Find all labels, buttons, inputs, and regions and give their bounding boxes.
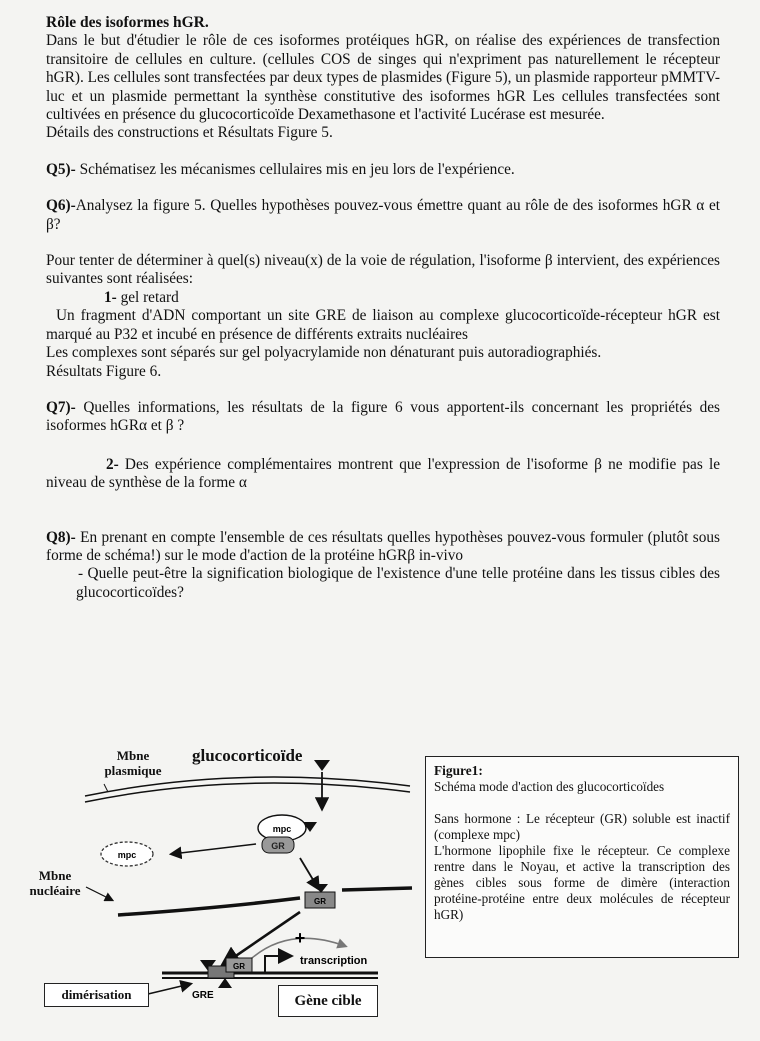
gr-dimer-label: GR [233, 962, 245, 971]
q6-label: Q6)- [46, 197, 76, 215]
gre-label: GRE [192, 990, 214, 1001]
figure-legend [425, 756, 739, 958]
question-6 [46, 197, 720, 234]
question-8-sub: - Quelle peut-être la signification biologique de l'existence d'une telle protéine dans les tissus cibles des glucocorticoïdes? [76, 565, 720, 601]
figure-1 [0, 740, 760, 1040]
q6-text: Analysez la figure 5. Quelles hypothèses pouvez-vous émettre quant au rôle de des isoformes hGR α et β? [46, 197, 720, 233]
legend-subtitle: Schéma mode d'action des glucocorticoïdes [434, 779, 665, 794]
document-body [46, 14, 720, 602]
q8-text: En prenant en compte l'ensemble de ces résultats quelles hypothèses pouvez-vous formuler (plutôt sous forme de schéma!) sur le mode d'action de la protéine hGRβ in-vivo [46, 528, 720, 564]
legend-title: Figure1: [434, 763, 483, 778]
question-7 [46, 399, 720, 436]
legend-paragraph-1: Sans hormone : Le récepteur (GR) soluble est inactif (complexe mpc) [434, 811, 730, 842]
transcription-label: transcription [300, 955, 368, 967]
gene-cible-box: Gène cible [278, 985, 378, 1017]
item-2 [46, 456, 720, 493]
plus-sign: + [294, 928, 306, 948]
free-mpc-label: mpc [117, 850, 137, 860]
item-1-heading [46, 289, 720, 307]
q7-label: Q7)- [46, 398, 76, 416]
intro-line2: Détails des constructions et Résultats Figure 5. [46, 124, 333, 142]
gr-label: GR [271, 841, 285, 851]
q8-label: Q8)- [46, 528, 76, 546]
section-title: Rôle des isoformes hGR. [46, 14, 209, 31]
q7-text: Quelles informations, les résultats de la figure 6 vous apportent-ils concernant les propriétés des isoformes hGRα et β ? [46, 398, 720, 435]
gr-nuclear-label: GR [314, 897, 326, 906]
q5-text: Schématisez les mécanismes cellulaires mis en jeu lors de l'expérience. [75, 160, 515, 178]
item-1-text2: Les complexes sont séparés sur gel polyacrylamide non dénaturant puis autoradiographiés. [46, 344, 602, 362]
regulation-paragraph: Pour tenter de déterminer à quel(s) niveau(x) de la voie de régulation, l'isoforme β intervient, des expériences suivantes sont réalisées: [46, 252, 720, 288]
mpc-label: mpc [272, 824, 292, 834]
hormone-triangle [314, 760, 330, 771]
item1-num: 1- [104, 288, 117, 306]
nuclear-membrane [118, 898, 300, 915]
item2-text: Des expérience complémentaires montrent que l'expression de l'isoforme β ne modifie pas le niveau de synthèse de la forme α [46, 455, 720, 492]
mbne-plasmique-label: Mbne plasmique [104, 748, 162, 778]
item-1-text3: Résultats Figure 6. [46, 362, 162, 380]
question-8 [46, 529, 720, 566]
intro-paragraph: Dans le but d'étudier le rôle de ces isoformes protéiques hGR, on réalise des expériences de transfection transitoire de cellules en culture. (cellules COS de singes qui n'expriment pas naturellement le récepteur hGR). Les cellules sont transfectées par deux types de plasmides (Figure 5), un plasmide rapporteur pMMTV-luc et un plasmide permettant la synthèse constitutive des isoformes hGR Les cellules transfectées sont cultivées en présence du glucocorticoïde Dexamethasone et l'activité Lucérase est mesurée. [46, 32, 720, 124]
item1-label: gel retard [116, 288, 179, 306]
q5-label: Q5)- [46, 160, 76, 178]
legend-paragraph-2: L'hormone lipophile fixe le récepteur. Ce complexe rentre dans le Noyau, et active la transcription des gènes cibles sous forme de dimère (interaction protéine-protéine entre deux molécules de récepteur hGR) [434, 843, 730, 922]
glucocorticoide-label: glucocorticoïde [192, 746, 303, 765]
question-5 [46, 161, 720, 179]
mbne-nucleaire-label: Mbne nucléaire [29, 868, 81, 898]
item-1-text: Un fragment d'ADN comportant un site GRE de liaison au complexe glucocorticoïde-récepteur hGR est marqué au P32 et incubé en présence de différents extraits nucléaires [46, 307, 720, 343]
item2-num: 2- [106, 455, 119, 473]
dimerisation-box: dimérisation [44, 983, 149, 1007]
